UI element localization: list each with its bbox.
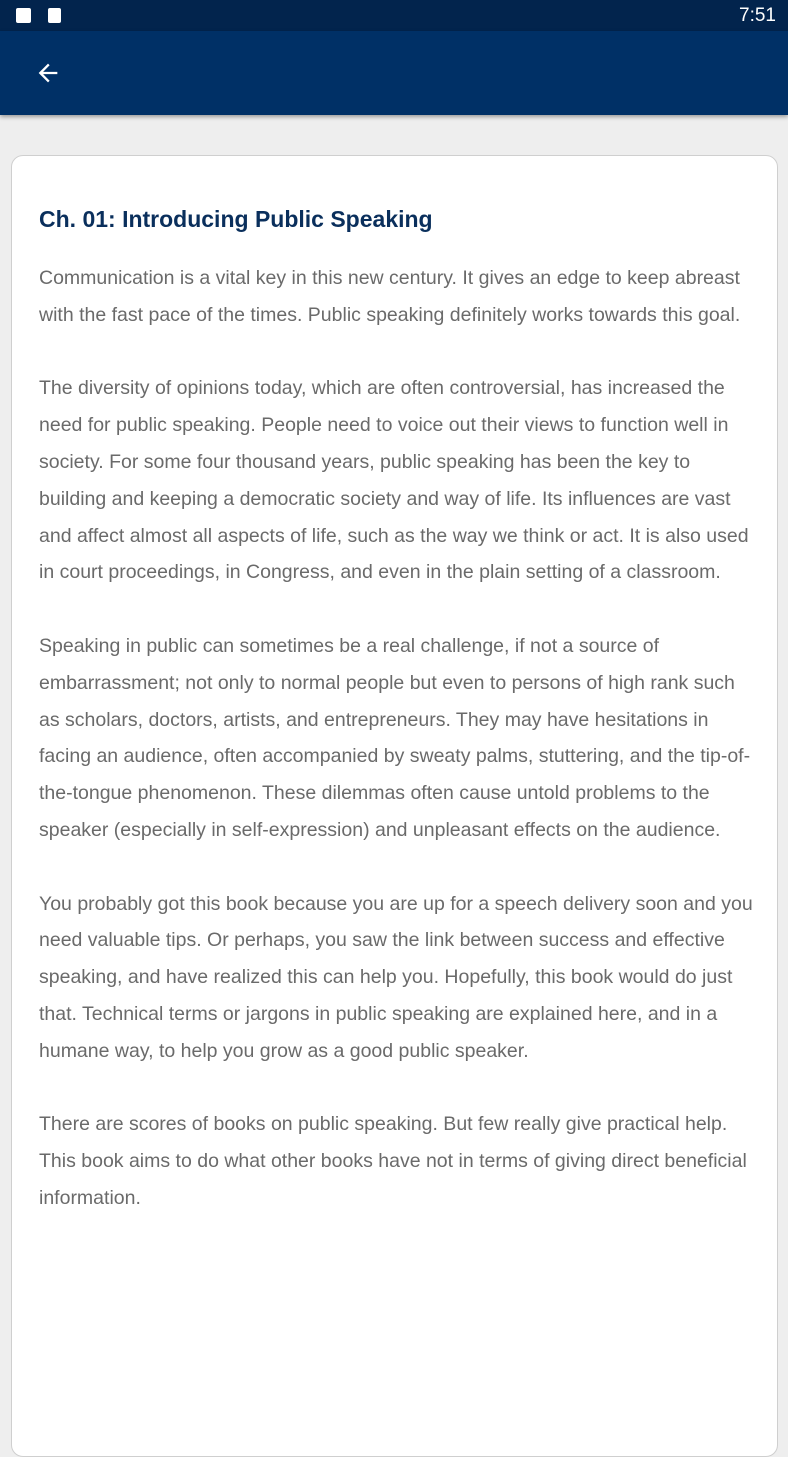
- paragraph: Speaking in public can sometimes be a real challenge, if not a source of embarrassment; not only to normal people but even to persons of high rank such as scholars, doctors, artists, and entrepreneurs. They may have hesitations in facing an audience, often accompanied by sweaty palms, stuttering, and the tip-of-the-tongue phenomenon. These dilemmas often cause untold problems to the speaker (especially in self-expression) and unpleasant effects on the audience.: [39, 634, 751, 841]
- paragraph: The diversity of opinions today, which are often controversial, has increased the need for public speaking. People need to voice out their views to function well in society. For some four thousand years, public speaking has been the key to building and keeping a democratic society and way of life. Its influences are vast and affect almost all aspects of life, such as the way we think or act. It is also used in court proceedings, in Congress, and even in the plain setting of a classroom.: [39, 377, 749, 584]
- paragraph: There are scores of books on public speaking. But few really give practical help. This book aims to do what other books have not in terms of giving direct beneficial information.: [39, 1113, 747, 1209]
- arrow-back-icon[interactable]: [34, 59, 62, 87]
- chapter-card: [11, 155, 778, 1457]
- status-bar: [0, 0, 788, 31]
- chapter-title: Ch. 01: Introducing Public Speaking: [39, 206, 433, 232]
- app-bar: [0, 31, 788, 115]
- font-icon: [48, 8, 61, 23]
- image-icon: [16, 8, 31, 23]
- chapter-body: [39, 260, 754, 1254]
- paragraph: You probably got this book because you are up for a speech delivery soon and you need valuable tips. Or perhaps, you saw the link between success and effective speaking, and have realized this can help you. Hopefully, this book would do just that. Technical terms or jargons in public speaking are explained here, and in a humane way, to help you grow as a good public speaker.: [39, 892, 753, 1062]
- paragraph: Communication is a vital key in this new century. It gives an edge to keep abreast with the fast pace of the times. Public speaking definitely works towards this goal.: [39, 267, 741, 326]
- status-time: 7:51: [739, 5, 776, 26]
